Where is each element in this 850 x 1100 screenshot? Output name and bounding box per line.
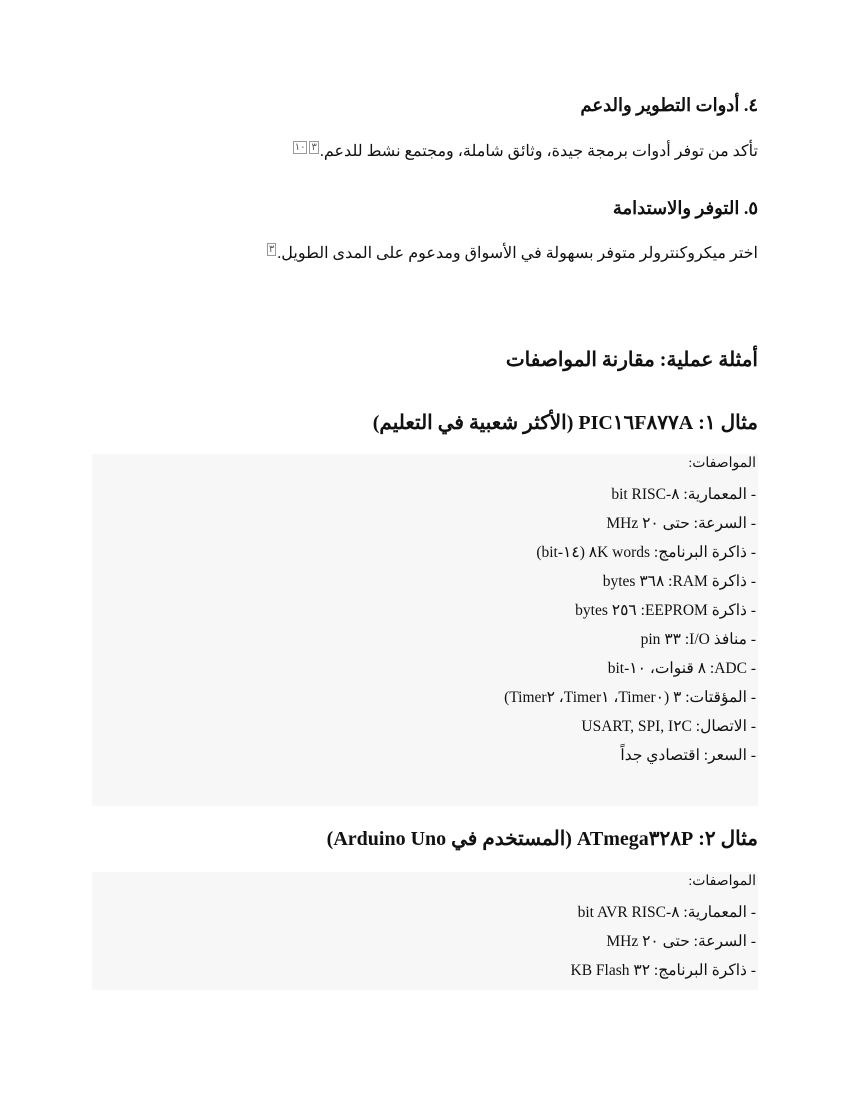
document-page — [92, 0, 758, 1100]
example-2-spec-box — [92, 872, 758, 990]
section-4-heading: ٤. أدوات التطوير والدعم — [580, 95, 758, 115]
spec-title: المواصفات: — [688, 456, 756, 471]
section-4-paragraph — [292, 141, 758, 161]
spec-item: - منافذ I/O: ٣٣ pin — [640, 631, 756, 648]
example-1-spec-list — [92, 480, 758, 770]
example-2-spec-list — [92, 898, 758, 985]
section-5-paragraph — [266, 243, 758, 263]
example-2-heading: مثال ٢: ATmega٣٢٨P (المستخدم في Arduino Uno) — [326, 828, 758, 850]
spec-item: - ذاكرة البرنامج: ٨K words (١٤-bit) — [536, 544, 756, 561]
citation-link[interactable]: ٣ — [268, 243, 275, 255]
spec-item: - ذاكرة RAM: ٣٦٨ bytes — [602, 573, 756, 590]
spec-item: - المعمارية: ٨-bit AVR RISC — [577, 904, 756, 921]
citation-link[interactable]: ٣ — [311, 141, 317, 153]
examples-heading: أمثلة عملية: مقارنة المواصفات — [505, 349, 758, 371]
spec-item: - ذاكرة البرنامج: ٣٢ KB Flash — [570, 962, 756, 979]
spec-item: - السرعة: حتى ٢٠ MHz — [606, 933, 756, 950]
spec-item: - الاتصال: USART, SPI, I٢C — [581, 718, 756, 735]
example-1-spec-box — [92, 454, 758, 806]
spec-item: - المؤقتات: ٣ (Timer٠، Timer١، Timer٢) — [504, 689, 756, 706]
example-1-heading: مثال ١: PIC١٦F٨٧٧A (الأكثر شعبية في التعليم) — [372, 412, 758, 434]
spec-item: - ADC: ٨ قنوات، ١٠-bit — [607, 660, 756, 677]
spec-title: المواصفات: — [688, 874, 756, 889]
spec-item: - المعمارية: ٨-bit RISC — [611, 486, 756, 503]
spec-item: - ذاكرة EEPROM: ٢٥٦ bytes — [575, 602, 756, 619]
spec-item: - السعر: اقتصادي جداً — [620, 747, 756, 764]
spec-item: - السرعة: حتى ٢٠ MHz — [606, 515, 756, 532]
section-4-text: تأكد من توفر أدوات برمجة جيدة، وثائق شاملة، ومجتمع نشط للدعم. — [319, 143, 758, 160]
section-5-text: اختر ميكروكنترولر متوفر بسهولة في الأسواق ومدعوم على المدى الطويل. — [277, 245, 758, 262]
section-5-heading: ٥. التوفر والاستدامة — [612, 198, 758, 218]
citation-link[interactable]: ١٠ — [294, 141, 306, 153]
